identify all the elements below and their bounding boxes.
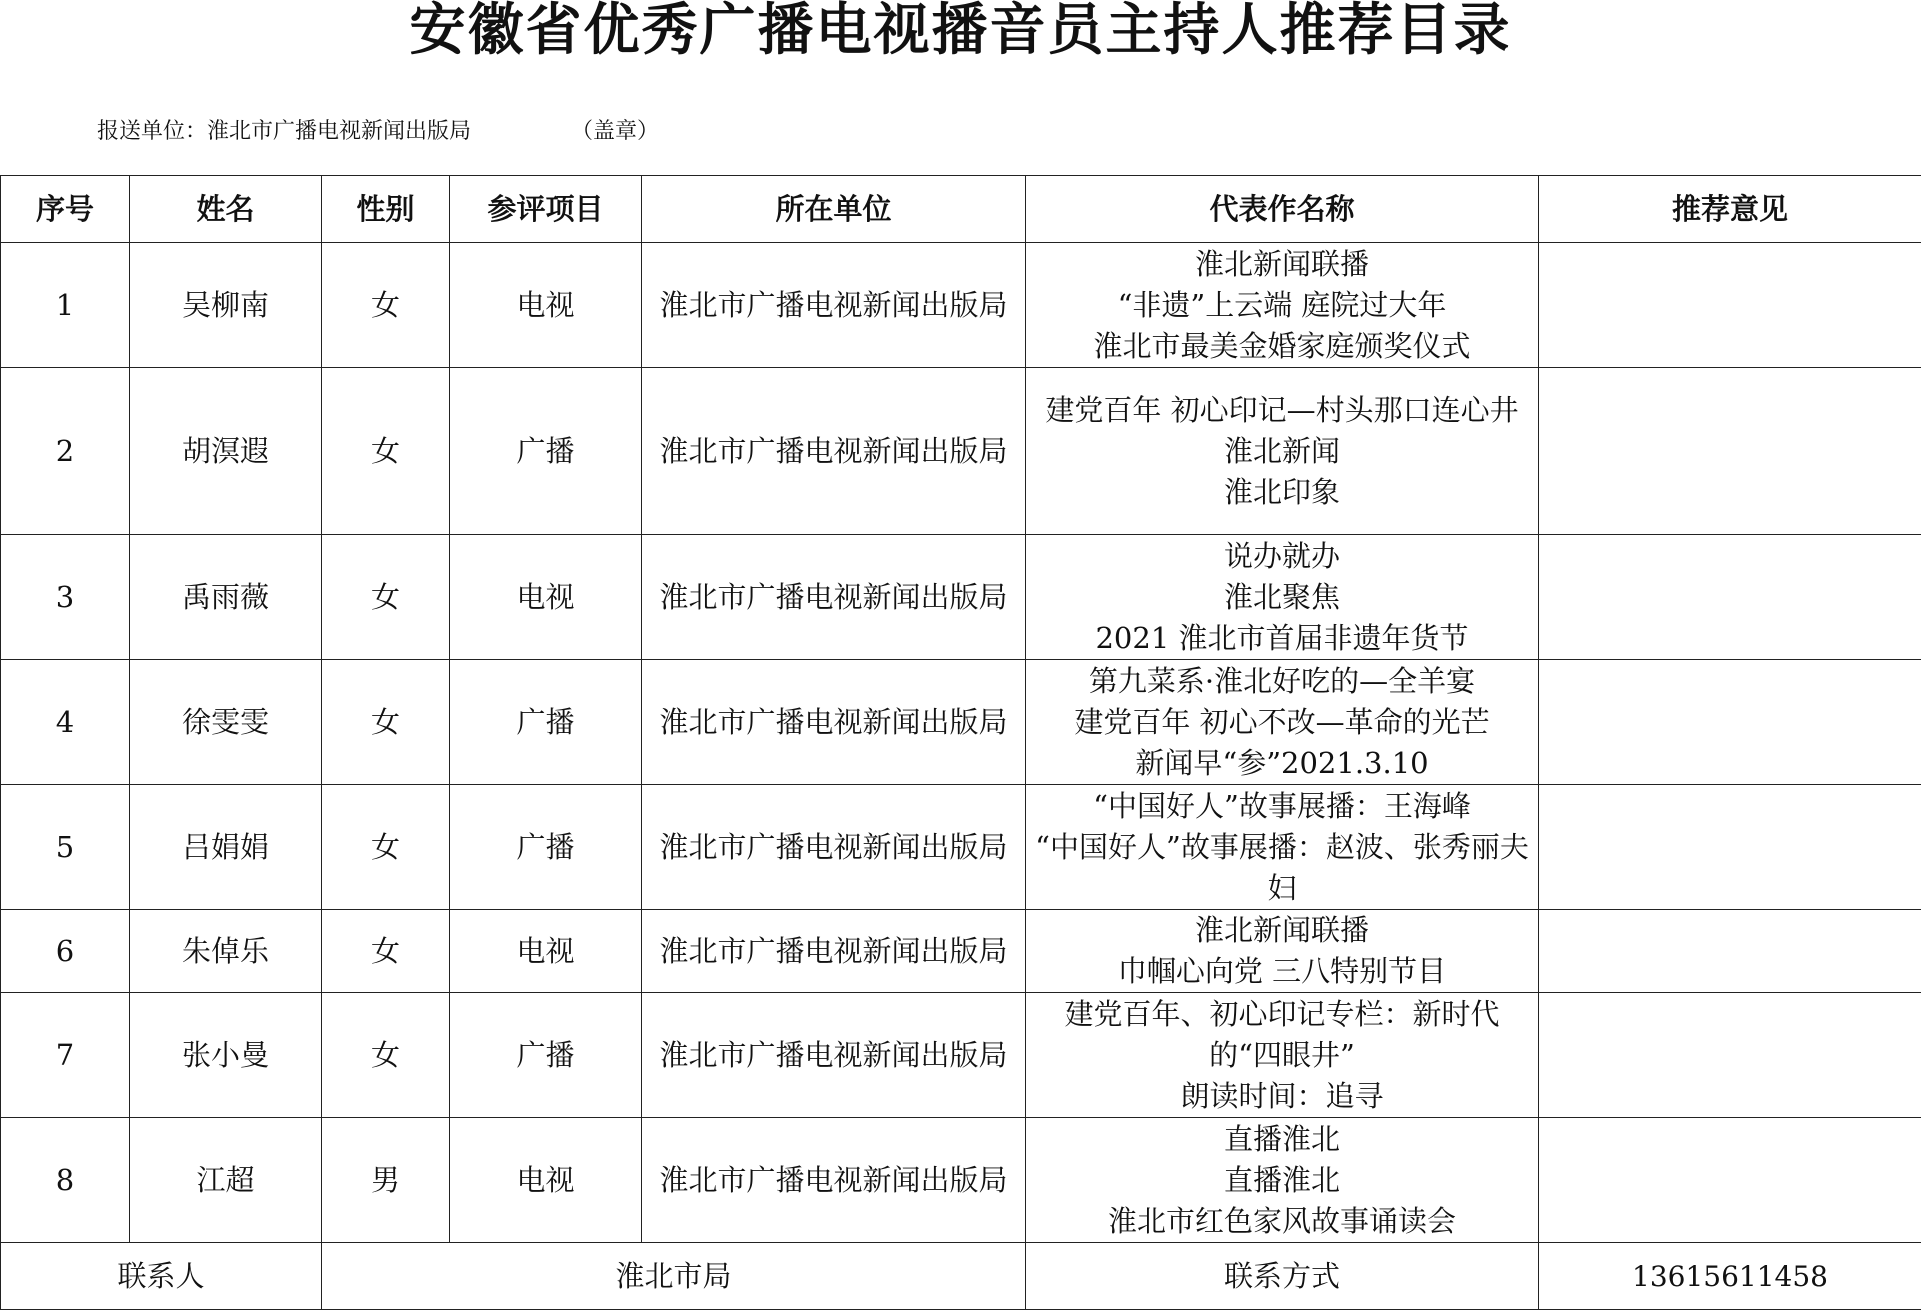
work-title: 淮北市最美金婚家庭颁奖仪式 — [1093, 328, 1471, 363]
cell-name: 江超 — [130, 1118, 322, 1243]
table-row — [1, 243, 1921, 368]
cell-opinion — [1539, 1118, 1921, 1243]
cell-name: 胡溟遐 — [130, 368, 322, 535]
submitter-line — [97, 118, 659, 146]
cell-name: 朱倬乐 — [130, 910, 322, 993]
cell-unit: 淮北市广播电视新闻出版局 — [642, 1118, 1026, 1243]
work-title: 新闻早“参”2021.3.10 — [1135, 745, 1429, 780]
cell-item: 电视 — [450, 1118, 642, 1243]
recommendation-table — [0, 175, 1921, 1310]
cell-works — [1026, 910, 1539, 993]
cell-item: 广播 — [450, 785, 642, 910]
cell-item: 广播 — [450, 660, 642, 785]
header-unit: 所在单位 — [642, 176, 1026, 243]
table-row — [1, 535, 1921, 660]
cell-works — [1026, 660, 1539, 785]
work-title: 建党百年、初心印记专栏：新时代的“四眼井” — [1064, 996, 1500, 1072]
work-title: 建党百年 初心不改—革命的光芒 — [1074, 704, 1490, 739]
cell-no: 1 — [1, 243, 130, 368]
work-title: 建党百年 初心印记—村头那口连心井 — [1045, 392, 1519, 427]
cell-opinion — [1539, 243, 1921, 368]
cell-item: 广播 — [450, 993, 642, 1118]
cell-unit: 淮北市广播电视新闻出版局 — [642, 910, 1026, 993]
cell-opinion — [1539, 660, 1921, 785]
work-title: 第九菜系·淮北好吃的—全羊宴 — [1088, 663, 1476, 698]
cell-works — [1026, 1118, 1539, 1243]
cell-no: 7 — [1, 993, 130, 1118]
cell-item: 电视 — [450, 243, 642, 368]
header-works: 代表作名称 — [1026, 176, 1539, 243]
table-row — [1, 993, 1921, 1118]
header-item: 参评项目 — [450, 176, 642, 243]
cell-name: 吕娟娟 — [130, 785, 322, 910]
footer-row — [1, 1243, 1921, 1310]
cell-gender: 女 — [322, 243, 450, 368]
cell-works — [1026, 368, 1539, 535]
cell-gender: 女 — [322, 910, 450, 993]
submitter-label: 报送单位：淮北市广播电视新闻出版局 — [97, 119, 472, 144]
cell-works — [1026, 243, 1539, 368]
work-title: 朗读时间：追寻 — [1180, 1078, 1384, 1113]
cell-name: 禹雨薇 — [130, 535, 322, 660]
cell-unit: 淮北市广播电视新闻出版局 — [642, 660, 1026, 785]
table-row — [1, 1118, 1921, 1243]
cell-works — [1026, 993, 1539, 1118]
header-no: 序号 — [1, 176, 130, 243]
work-title: 淮北新闻联播 — [1194, 246, 1369, 281]
seal-label: （盖章） — [571, 119, 660, 144]
work-title: 直播淮北 — [1223, 1121, 1340, 1156]
table-row — [1, 910, 1921, 993]
cell-opinion — [1539, 368, 1921, 535]
cell-no: 2 — [1, 368, 130, 535]
cell-works — [1026, 535, 1539, 660]
header-gender: 性别 — [322, 176, 450, 243]
cell-gender: 女 — [322, 368, 450, 535]
cell-item: 电视 — [450, 535, 642, 660]
cell-no: 4 — [1, 660, 130, 785]
table-row — [1, 368, 1921, 535]
cell-item: 电视 — [450, 910, 642, 993]
header-opinion: 推荐意见 — [1539, 176, 1921, 243]
work-title: 淮北新闻联播 — [1194, 913, 1369, 947]
cell-opinion — [1539, 993, 1921, 1118]
work-title: 淮北新闻 — [1223, 433, 1340, 468]
contact-value: 淮北市局 — [322, 1243, 1026, 1310]
cell-works — [1026, 785, 1539, 910]
work-title: “中国好人”故事展播：王海峰 — [1093, 788, 1471, 823]
header-row — [1, 176, 1921, 243]
document-title: 安徽省优秀广播电视播音员主持人推荐目录 — [409, 0, 1512, 63]
work-title: 淮北市红色家风故事诵读会 — [1107, 1203, 1456, 1238]
cell-item: 广播 — [450, 368, 642, 535]
cell-unit: 淮北市广播电视新闻出版局 — [642, 785, 1026, 910]
cell-name: 吴柳南 — [130, 243, 322, 368]
cell-no: 8 — [1, 1118, 130, 1243]
work-title: 直播淮北 — [1223, 1162, 1340, 1197]
work-title: 巾帼心向党 三八特别节目 — [1117, 954, 1447, 988]
cell-unit: 淮北市广播电视新闻出版局 — [642, 368, 1026, 535]
contact-label: 联系人 — [1, 1243, 322, 1310]
cell-no: 5 — [1, 785, 130, 910]
cell-unit: 淮北市广播电视新闻出版局 — [642, 535, 1026, 660]
cell-gender: 女 — [322, 993, 450, 1118]
header-name: 姓名 — [130, 176, 322, 243]
cell-unit: 淮北市广播电视新闻出版局 — [642, 993, 1026, 1118]
cell-no: 6 — [1, 910, 130, 993]
work-title: “非遗”上云端 庭院过大年 — [1117, 287, 1447, 322]
table-row — [1, 660, 1921, 785]
cell-gender: 男 — [322, 1118, 450, 1243]
phone-label: 联系方式 — [1026, 1243, 1539, 1310]
cell-no: 3 — [1, 535, 130, 660]
cell-unit: 淮北市广播电视新闻出版局 — [642, 243, 1026, 368]
work-title: 淮北印象 — [1223, 474, 1340, 509]
work-title: 2021 淮北市首届非遗年货节 — [1095, 620, 1469, 655]
cell-opinion — [1539, 910, 1921, 993]
work-title: 淮北聚焦 — [1223, 579, 1340, 614]
cell-name: 徐雯雯 — [130, 660, 322, 785]
table-row — [1, 785, 1921, 910]
cell-gender: 女 — [322, 785, 450, 910]
work-title: 说办就办 — [1223, 538, 1340, 573]
cell-name: 张小曼 — [130, 993, 322, 1118]
cell-opinion — [1539, 785, 1921, 910]
cell-opinion — [1539, 535, 1921, 660]
phone-value: 13615611458 — [1539, 1243, 1921, 1310]
cell-gender: 女 — [322, 535, 450, 660]
cell-gender: 女 — [322, 660, 450, 785]
work-title: “中国好人”故事展播：赵波、张秀丽夫妇 — [1035, 829, 1529, 905]
